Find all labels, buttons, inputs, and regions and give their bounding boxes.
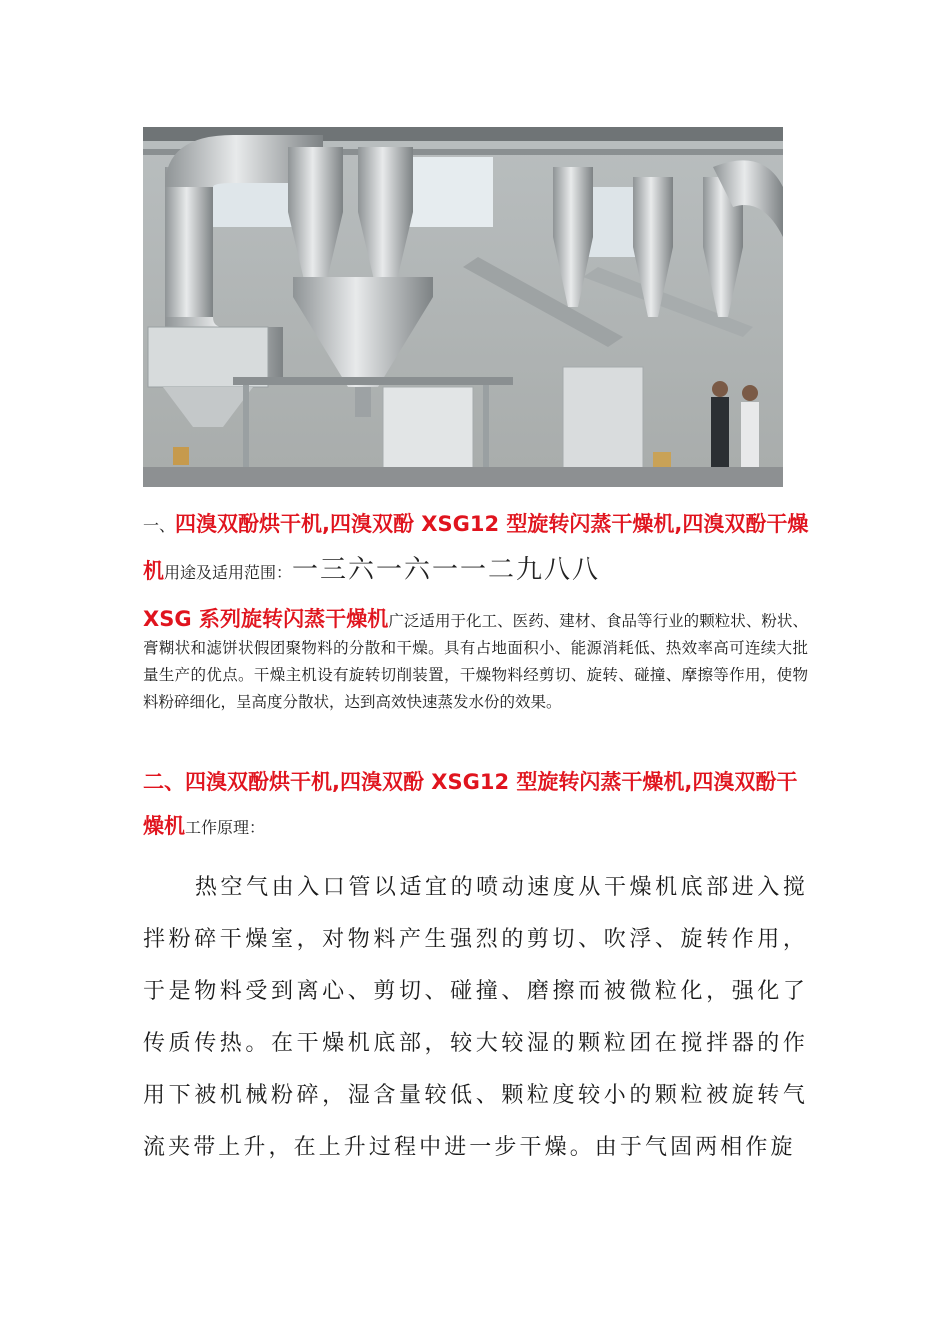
paragraph-principle: 热空气由入口管以适宜的喷动速度从干燥机底部进入搅拌粉碎干燥室，对物料产生强烈的剪切、吹浮、旋转作用，于是物料受到离心、剪切、碰撞、磨擦而被微粒化，强化了传质传热。在干燥机底部，较大较湿的颗粒团在搅拌器的作用下被机械粉碎，湿含量较低、颗粒度较小的颗粒被旋转气流夹带上升，在上升过程中进一步干燥。由于气固两相作旋 [143, 875, 808, 1160]
equipment-photo [143, 127, 783, 487]
para1-text: 广泛适用于化工、医药、建材、食品等行业的颗粒状、粉状、膏糊状和滤饼状假团聚物料的分散和干燥。具有占地面积小、能源消耗低、热效率高可连续大批量生产的优点。干燥主机设有旋转切削装置，干燥物料经剪切、旋转、碰撞、摩擦等作用，使物料粉碎细化，呈高度分散状，达到高效快速蒸发水份的效果。 [143, 612, 808, 711]
section1-heading [143, 502, 813, 595]
section2-heading [143, 760, 813, 850]
section1-title: 四溴双酚烘干机,四溴双酚 XSG12 型旋转闪蒸干燥机,四溴双酚干燥机 [143, 512, 809, 583]
paragraph-usage [143, 606, 808, 716]
section1-suffix: 用途及适用范围： [164, 563, 293, 582]
phone-number: 一三六一六一一二九八八 [292, 555, 601, 585]
equipment-illustration [143, 127, 783, 487]
para1-lead: XSG 系列旋转闪蒸干燥机 [143, 607, 389, 631]
section2-title: 二、四溴双酚烘干机,四溴双酚 XSG12 型旋转闪蒸干燥机,四溴双酚干燥机 [143, 770, 798, 838]
section1-prefix: 一、 [143, 516, 176, 535]
section2-suffix: 工作原理： [185, 818, 266, 837]
